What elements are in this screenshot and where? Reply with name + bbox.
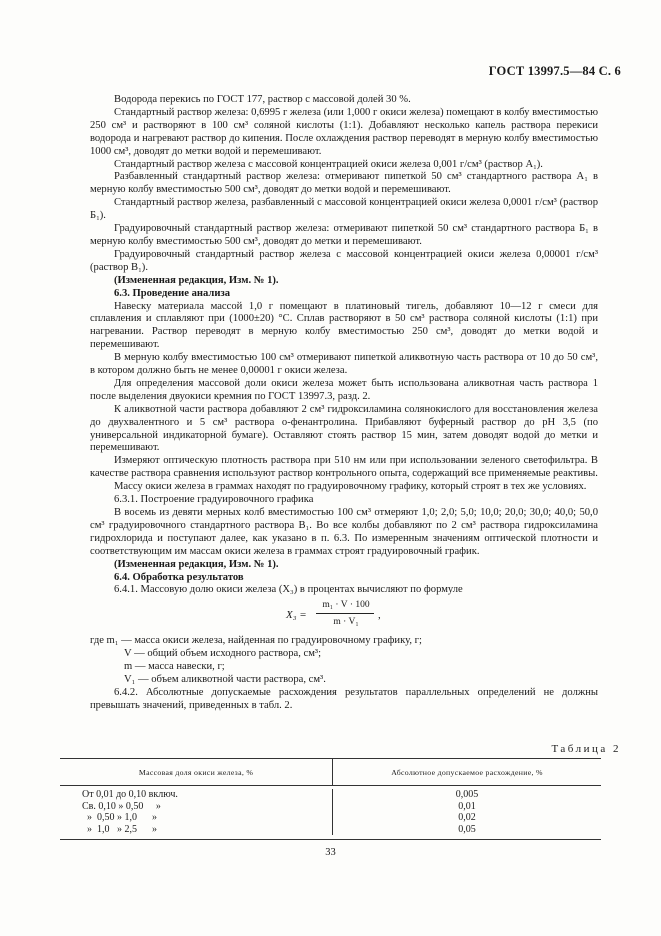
paragraph: (Измененная редакция, Изм. № 1).	[114, 274, 279, 286]
paragraph: Стандартный раствор железа, разбавленный с массовой концентрацией окиси железа 0,0001 г/см³ (раствор Б₁).	[90, 197, 598, 222]
page-number: 33	[325, 847, 336, 858]
paragraph: В мерную колбу вместимостью 100 см³ отмеривают пипеткой аликвотную часть раствора от 10 до 50 см³, в котором должно быть не менее 0,00001 г окиси железа.	[90, 352, 598, 377]
table-cell-value: 0,01	[458, 800, 476, 812]
paragraph: 6.4.1. Массовую долю окиси железа (X₃) в процентах вычисляют по формуле	[114, 584, 463, 596]
table-cell-range: От 0,01 до 0,10 включ.	[82, 789, 178, 800]
table-cell-value: 0,05	[458, 823, 476, 835]
tolerance-table	[60, 758, 601, 840]
paragraph: Измеряют оптическую плотность раствора при 510 нм или при использовании зеленого светофильтра. В качестве раствора сравнения используют раствор контрольного опыта, содержащий все применяемые реактивы.	[90, 455, 598, 480]
paragraph: Стандартный раствор железа с массовой концентрацией окиси железа 0,001 г/см³ (раствор А₁).	[114, 158, 543, 170]
paragraph: Стандартный раствор железа: 0,6995 г железа (или 1,000 г окиси железа) помещают в колбу вместимостью 250 см³ и растворяют в 100 см³ соляной кислоты (1:1). Добавляют несколько капель раствора перекиси водорода и нагревают раствор до кипения. После охлаждения раствор переводят в мерную колбу вместимостью 1000 см³, доводят до метки водой и перемешивают.	[90, 106, 598, 157]
formula-denominator: m · V₁	[333, 617, 359, 628]
table-cell-value: 0,02	[458, 812, 476, 823]
table-header	[60, 759, 601, 786]
formula-numerator: m₁ · V · 100	[322, 600, 370, 611]
legend-line: V₁ — объем аликвотной части раствора, см³.	[124, 674, 326, 686]
table-col2	[333, 789, 601, 835]
paragraph: Градуировочный стандартный раствор железа: отмеривают пипеткой 50 см³ стандартного раствора Б₁ в мерную колбу вместимостью 500 см³, доводят до метки и перемешивают.	[90, 223, 598, 247]
table-cell-range: » 1,0 » 2,5 »	[82, 823, 157, 835]
table-cell-range: » 0,50 » 1,0 »	[82, 812, 157, 823]
paragraph: Разбавленный стандартный раствор железа: отмеривают пипеткой 50 см³ стандартного раствора А₁ в мерную колбу вместимостью 500 см³, доводят до метки водой и перемешивают.	[90, 171, 598, 196]
paragraph: Градуировочный стандартный раствор железа с массовой концентрацией окиси железа 0,00001 г/см³ (раствор В₁).	[90, 248, 598, 273]
document-body	[90, 94, 598, 713]
legend-line: m — масса навески, г;	[124, 661, 225, 673]
paragraph: 6.3. Проведение анализа	[114, 287, 230, 299]
formula	[90, 599, 598, 633]
table-cell-value: 0,005	[455, 789, 479, 800]
paragraph: К аликвотной части раствора добавляют 2 см³ гидроксиламина солянокислого для восстановления железа до двухвалентного и 5 см³ раствора о-фенантролина. Прибавляют буферный раствор до pH 3,5 (по универсальной индикаторной бумаге). Оставляют стоять раствор 15 мин, затем доводят водой до метки и перемешивают.	[90, 403, 598, 454]
paragraph: 6.4. Обработка результатов	[114, 571, 244, 583]
table-cell-range: Св. 0,10 » 0,50 »	[82, 800, 161, 812]
paragraph: Для определения массовой доли окиси железа может быть использована аликвотная часть раствора 1 после выделения двуокиси кремния по ГОСТ 13997.3, разд. 2.	[90, 377, 598, 402]
paragraph: 6.3.1. Построение градуировочного графика	[114, 494, 314, 506]
formula-lhs: X₃ =	[286, 609, 307, 622]
table-body	[60, 786, 601, 839]
paragraph: Навеску материала массой 1,0 г помещают в платиновый тигель, добавляют 10—12 г смеси для сплавления и сплавляют при (1000±20) °С. Сплав растворяют в 50 см³ раствора соляной кислоты (1:1) при нагревании. Раствор переводят в мерную колбу вместимостью 250 см³, доводят до метки водой и перемешивают.	[90, 300, 598, 351]
document-header: ГОСТ 13997.5—84 С. 6	[488, 64, 621, 78]
legend-line: 6.4.2. Абсолютные допускаемые расхождения результатов параллельных определений не должны превышать значений, приведенных в табл. 2.	[90, 686, 598, 711]
paragraph: В восемь из девяти мерных колб вместимостью 100 см³ отмеряют 1,0; 2,0; 5,0; 10,0; 20,0; 30,0; 40,0; 50,0 см³ градуировочного стандартного раствора В₁. Во все колбы добавляют по 2 см³ раствора гидроксиламина гидрохлорида и поступают далее, как указано в п. 6.3. По измеренным значениям оптической плотности и соответствующим им массам окиси железа в граммах строят градуировочный график.	[90, 507, 598, 557]
table-col2-header: Абсолютное допускаемое расхождение, %	[391, 767, 543, 777]
fraction-bar	[316, 613, 374, 614]
legend-line: где m₁ — масса окиси железа, найденная по градуировочному графику, г;	[90, 635, 422, 647]
table-caption: Таблица 2	[551, 743, 621, 755]
table-col1	[60, 789, 333, 835]
paragraph: Массу окиси железа в граммах находят по градуировочному графику, который строят в тех же условиях.	[114, 481, 587, 493]
paragraph: Водорода перекись по ГОСТ 177, раствор с массовой долей 30 %.	[114, 94, 411, 105]
table-col1-header: Массовая доля окиси железа, %	[60, 759, 333, 785]
legend-line: V — общий объем исходного раствора, см³;	[124, 648, 322, 660]
formula-trail: ,	[378, 609, 381, 622]
paragraph: (Измененная редакция, Изм. № 1).	[114, 558, 279, 570]
